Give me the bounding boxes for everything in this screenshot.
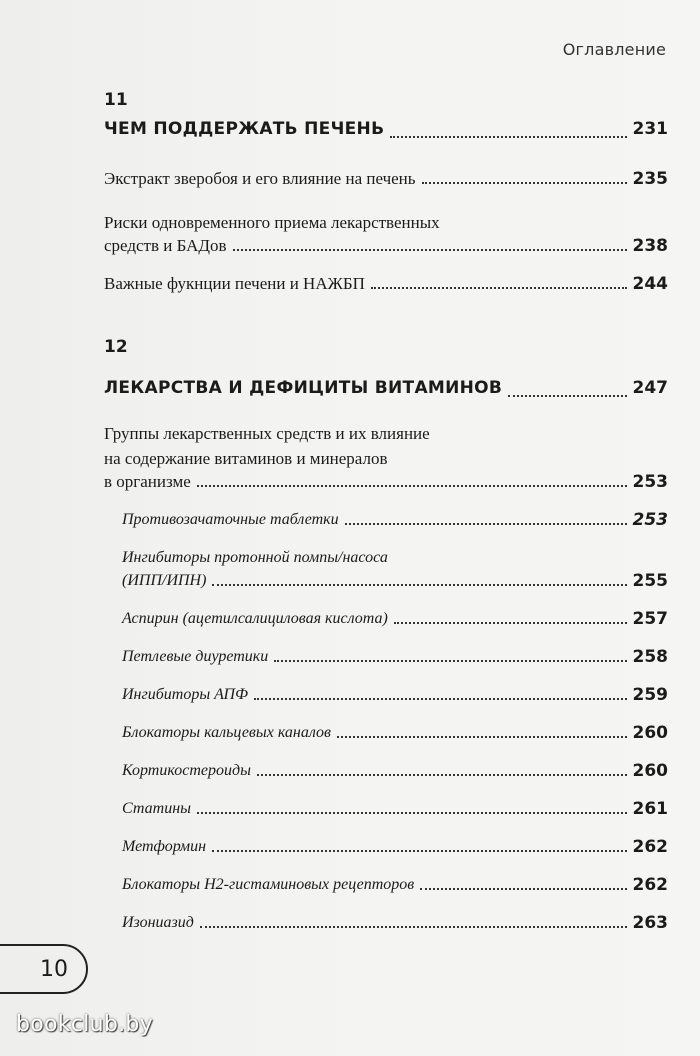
page-ref: 259 [632, 685, 668, 705]
toc-subsection-entry[interactable] [104, 646, 668, 668]
section-title-line: Риски одновременного приема лекарственных [104, 213, 440, 232]
subsection-title: Блокаторы Н2-гистаминовых рецепторов [122, 876, 415, 893]
leader-dots [394, 622, 627, 624]
toc-subsection-entry[interactable] [104, 912, 668, 934]
subsection-title: Кортикостероиды [122, 762, 251, 779]
page-number-badge [0, 944, 88, 994]
toc-section-entry[interactable] [104, 421, 668, 493]
subsection-title-line: Ингибиторы протонной помпы/насоса [122, 549, 388, 566]
subsection-title: Аспирин (ацетилсалициловая кислота) [122, 610, 388, 627]
leader-dots [197, 485, 627, 487]
leader-dots [254, 698, 627, 700]
table-of-contents [104, 86, 668, 934]
toc-subsection-entry[interactable] [104, 608, 668, 630]
subsection-title: Ингибиторы АПФ [122, 686, 248, 703]
page-ref: 258 [632, 647, 668, 667]
page-ref: 244 [632, 274, 668, 294]
page-ref: 260 [632, 723, 668, 743]
toc-section-entry[interactable] [104, 273, 668, 295]
chapter-number: 11 [104, 90, 128, 110]
toc-subsection-entry[interactable] [104, 836, 668, 858]
section-title-line: на содержание витаминов и минералов [104, 449, 388, 468]
toc-subsection-entry[interactable] [104, 798, 668, 820]
page-ref: 263 [632, 913, 668, 933]
subsection-title: Статины [122, 800, 191, 817]
chapter-number: 12 [104, 337, 128, 357]
leader-dots [212, 850, 626, 852]
leader-dots [212, 584, 626, 586]
leader-dots [197, 812, 627, 814]
subsection-title: Блокаторы кальцевых каналов [122, 724, 331, 741]
page-ref: 247 [632, 378, 668, 398]
toc-subsection-entry[interactable] [104, 509, 668, 531]
section-title: Экстракт зверобоя и его влияние на печень [104, 169, 416, 188]
page-ref: 238 [632, 236, 668, 256]
page-ref: 260 [632, 761, 668, 781]
leader-dots [371, 287, 627, 289]
page-ref: 231 [632, 119, 668, 139]
subsection-title: Петлевые диуретики [122, 648, 269, 665]
subsection-title-line: (ИПП/ИПН) [122, 572, 207, 589]
leader-dots [420, 888, 626, 890]
toc-chapter-entry[interactable] [104, 114, 668, 144]
page-number: 10 [40, 956, 68, 982]
toc-section-entry[interactable] [104, 210, 668, 257]
page-ref: 235 [632, 169, 668, 189]
leader-dots [233, 249, 627, 251]
toc-subsection-entry[interactable] [104, 546, 668, 592]
page-ref: 262 [632, 875, 668, 895]
toc-section-entry[interactable] [104, 168, 668, 190]
page-ref: 261 [632, 799, 668, 819]
page-ref: 262 [632, 837, 668, 857]
watermark-logo: bookclub.by [16, 1012, 154, 1037]
section-title: Важные фукнции печени и НАЖБП [104, 274, 365, 293]
leader-dots [508, 395, 626, 397]
subsection-title: Изониазид [122, 914, 194, 931]
leader-dots [390, 136, 626, 138]
page-ref: 253 [632, 510, 668, 530]
section-title-line: средств и БАДов [104, 236, 227, 255]
toc-chapter-entry[interactable] [104, 373, 668, 403]
running-header: Оглавление [562, 40, 666, 59]
leader-dots [422, 182, 627, 184]
page-ref: 255 [632, 571, 668, 591]
leader-dots [274, 660, 626, 662]
leader-dots [200, 926, 627, 928]
page-ref: 257 [632, 609, 668, 629]
chapter-title: ЛЕКАРСТВА И ДЕФИЦИТЫ ВИТАМИНОВ [104, 378, 503, 398]
section-title-line: в организме [104, 472, 191, 491]
toc-subsection-entry[interactable] [104, 684, 668, 706]
leader-dots [345, 523, 627, 525]
page-ref: 253 [632, 472, 668, 492]
toc-subsection-entry[interactable] [104, 760, 668, 782]
subsection-title: Метформин [122, 838, 207, 855]
toc-subsection-entry[interactable] [104, 722, 668, 744]
toc-subsection-entry[interactable] [104, 874, 668, 896]
subsection-title: Противозачаточные таблетки [122, 511, 339, 528]
leader-dots [337, 736, 627, 738]
leader-dots [257, 774, 627, 776]
section-title-line: Группы лекарственных средств и их влияние [104, 424, 430, 443]
chapter-title: ЧЕМ ПОДДЕРЖАТЬ ПЕЧЕНЬ [104, 119, 385, 139]
